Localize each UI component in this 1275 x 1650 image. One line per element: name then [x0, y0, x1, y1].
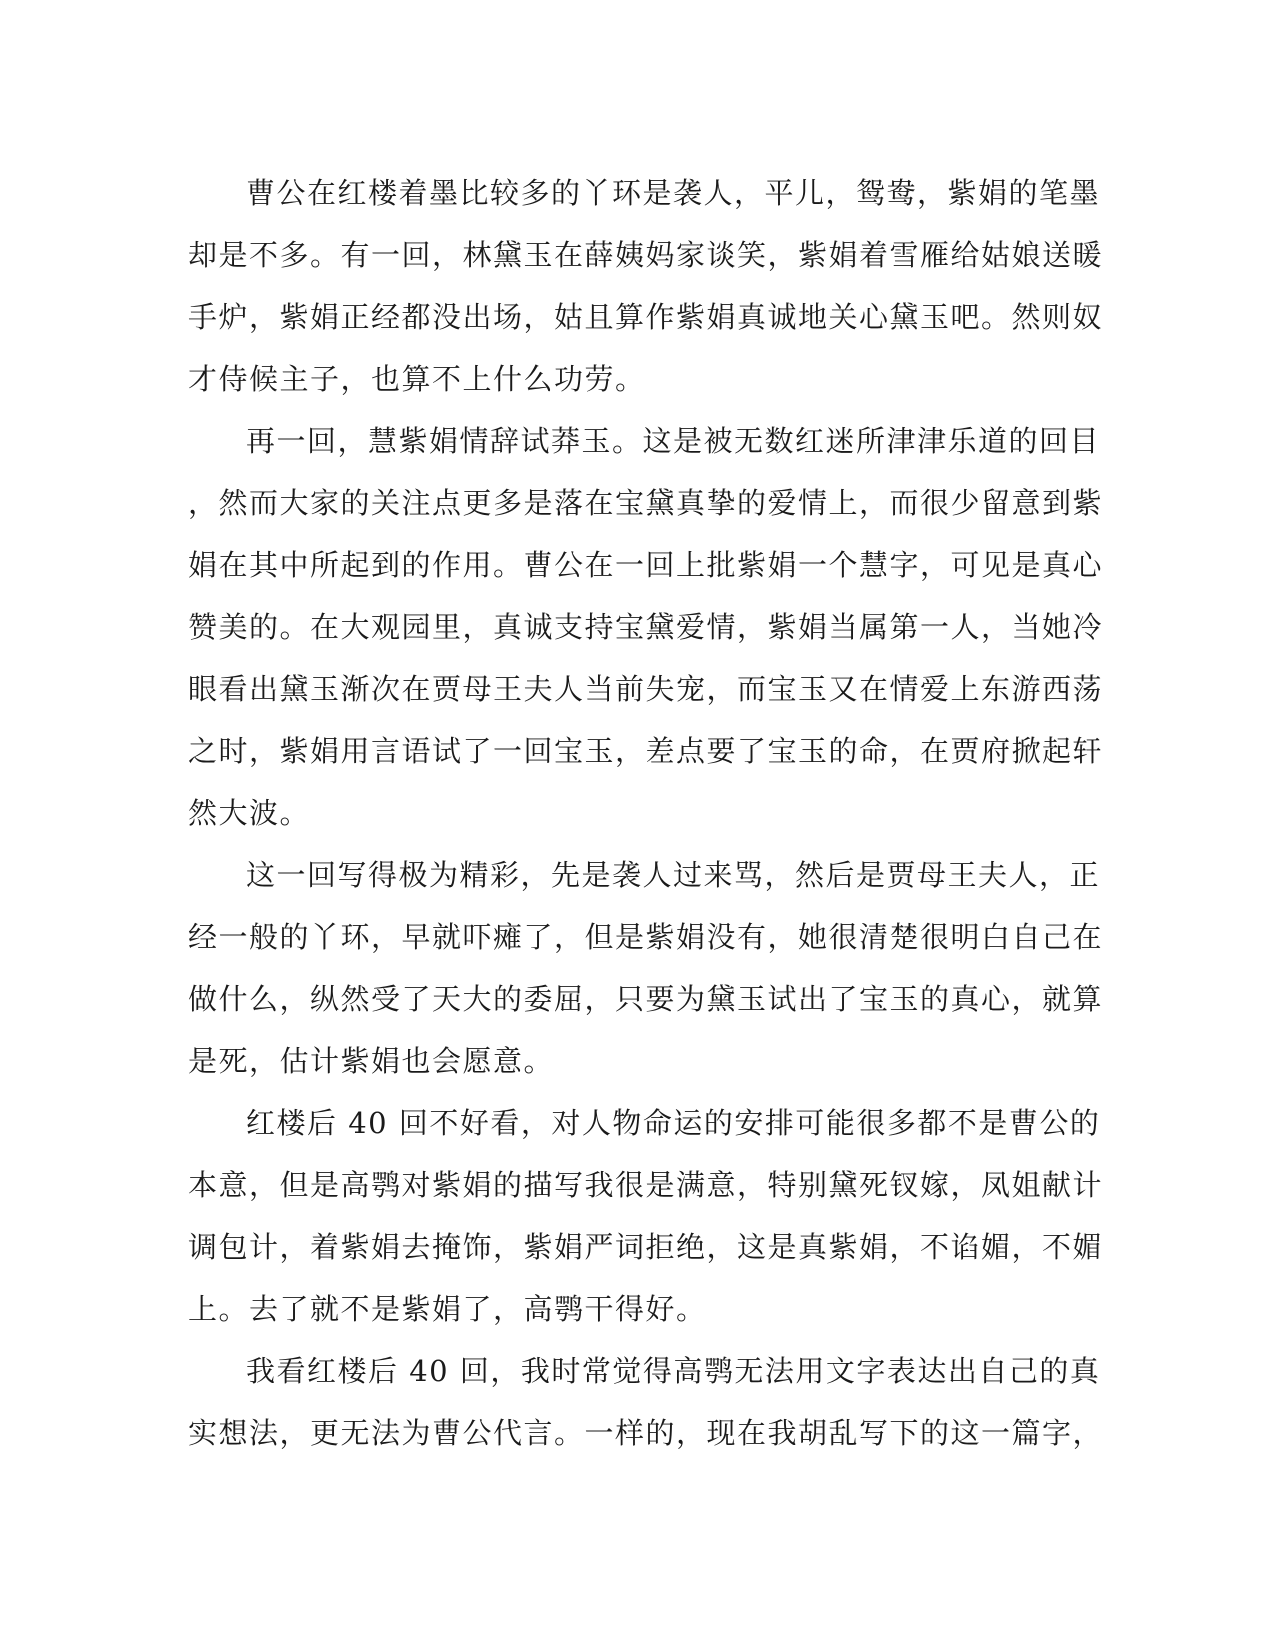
text-line: 红楼后 40 回不好看，对人物命运的安排可能很多都不是曹公的	[246, 1106, 1101, 1140]
text-line: 再一回，慧紫娟情辞试莽玉。这是被无数红迷所津津乐道的回目	[246, 424, 1101, 458]
paragraph-3	[188, 844, 1104, 1092]
text-line: 娟在其中所起到的作用。曹公在一回上批紫娟一个慧字，可见是真心	[188, 548, 1104, 582]
paragraph-1	[188, 162, 1104, 410]
text-line: 眼看出黛玉渐次在贾母王夫人当前失宠，而宝玉又在情爱上东游西荡	[188, 672, 1104, 706]
text-line: ，然而大家的关注点更多是落在宝黛真挚的爱情上，而很少留意到紫	[188, 486, 1104, 520]
text-line: 本意，但是高鹗对紫娟的描写我很是满意，特别黛死钗嫁，凤姐献计	[188, 1168, 1104, 1202]
document-body	[188, 162, 1104, 1464]
text-line: 调包计，着紫娟去掩饰，紫娟严词拒绝，这是真紫娟，不谄媚，不媚	[188, 1230, 1104, 1264]
paragraph-5	[188, 1340, 1104, 1464]
text-line: 曹公在红楼着墨比较多的丫环是袭人，平儿，鸳鸯，紫娟的笔墨	[246, 176, 1101, 210]
text-line: 我看红楼后 40 回，我时常觉得高鹗无法用文字表达出自己的真	[246, 1354, 1101, 1388]
text-line: 之时，紫娟用言语试了一回宝玉，差点要了宝玉的命，在贾府掀起轩	[188, 734, 1104, 768]
text-line: 才侍候主子，也算不上什么功劳。	[188, 362, 646, 396]
text-line: 实想法，更无法为曹公代言。一样的，现在我胡乱写下的这一篇字，	[188, 1416, 1104, 1450]
text-line: 赞美的。在大观园里，真诚支持宝黛爱情，紫娟当属第一人，当她冷	[188, 610, 1104, 644]
paragraph-2	[188, 410, 1104, 844]
text-line: 上。去了就不是紫娟了，高鹗干得好。	[188, 1292, 707, 1326]
text-line: 做什么，纵然受了天大的委屈，只要为黛玉试出了宝玉的真心，就算	[188, 982, 1104, 1016]
text-line: 却是不多。有一回，林黛玉在薛姨妈家谈笑，紫娟着雪雁给姑娘送暖	[188, 238, 1104, 272]
paragraph-4	[188, 1092, 1104, 1340]
text-line: 这一回写得极为精彩，先是袭人过来骂，然后是贾母王夫人，正	[246, 858, 1101, 892]
text-line: 是死，估计紫娟也会愿意。	[188, 1044, 555, 1078]
text-line: 然大波。	[188, 796, 311, 830]
text-line: 手炉，紫娟正经都没出场，姑且算作紫娟真诚地关心黛玉吧。然则奴	[188, 300, 1104, 334]
text-line: 经一般的丫环，早就吓瘫了，但是紫娟没有，她很清楚很明白自己在	[188, 920, 1104, 954]
